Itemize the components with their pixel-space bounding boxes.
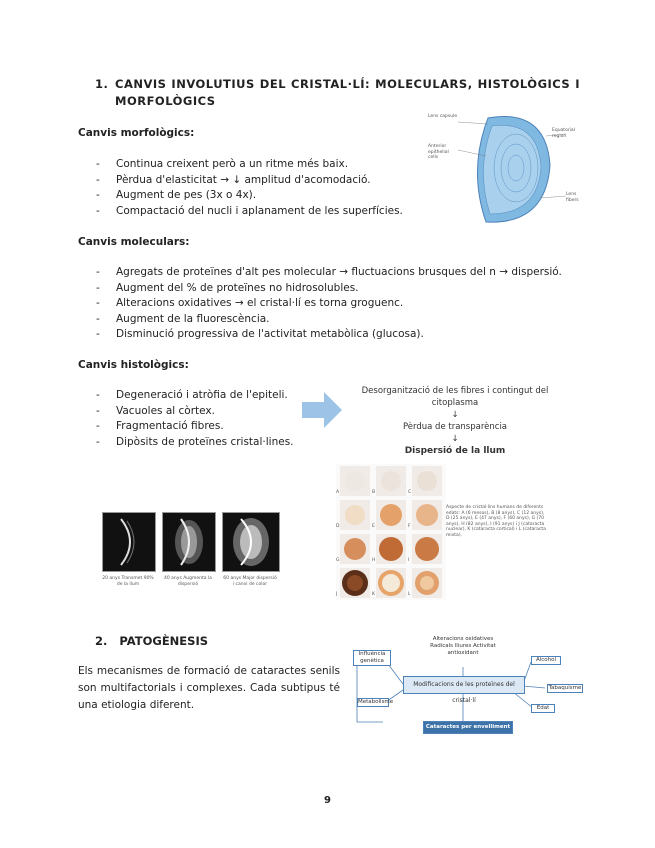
grid-letter: D: [336, 524, 340, 529]
lens-photo-caption: 40 anys Augmenta la dispersió: [164, 576, 212, 587]
flow-line-2: Pèrdua de transparència: [402, 422, 508, 432]
list-item: - Dipòsits de proteïnes cristal·lines.: [96, 435, 294, 451]
grid-letter: B: [372, 490, 376, 495]
morfologics-list: [96, 157, 403, 219]
grid-letter: K: [372, 592, 375, 597]
lens-photo-caption: 60 anys Major dispersió i canvi de color: [223, 576, 277, 587]
section-1-title-line1: CANVIS INVOLUTIUS DEL CRISTAL·LÍ: MOLECULARS, HISTOLÒGICS I: [115, 77, 580, 91]
histologics-heading: Canvis histològics:: [78, 359, 189, 371]
lens-photo: [162, 512, 216, 572]
patho-smoking: Tabaquisme: [548, 685, 582, 691]
lens-photo: [102, 512, 156, 572]
lens-photo-strip: [102, 512, 282, 602]
list-item: - Pèrdua d'elasticitat → ↓ amplitud d'acomodació.: [96, 173, 403, 189]
section-2-number: 2.: [95, 634, 108, 648]
grid-letter: F: [408, 524, 411, 529]
lens-label-epithelium: Anterior epithelial cells: [428, 144, 449, 160]
section-1-heading: [95, 76, 580, 110]
list-item: - Agregats de proteïnes d'alt pes molecular → fluctuacions brusques del n → dispersió.: [96, 265, 562, 281]
grid-letter: J: [336, 592, 338, 597]
grid-letter: A: [336, 490, 340, 495]
page-number: 9: [324, 795, 331, 806]
list-item: - Degeneració i atròfia de l'epiteli.: [96, 388, 294, 404]
grid-letter: G: [336, 558, 340, 563]
patho-age: Edat: [531, 704, 555, 713]
lens-photo: [222, 512, 280, 572]
flow-arrow-down-icon: ↓: [451, 434, 459, 444]
patho-top: Alteracions oxidatives Radicals lliures Activitat antioxidant: [430, 636, 496, 656]
list-item: - Augment de pes (3x o 4x).: [96, 188, 403, 204]
grid-letter: E: [372, 524, 375, 529]
morfologics-heading: Canvis morfològics:: [78, 127, 195, 139]
grid-letter: L: [408, 592, 411, 597]
patho-genetics: Influència genètica: [353, 650, 391, 666]
grid-letter: I: [408, 558, 410, 563]
lens-photo-caption: 20 anys Transmet 90% de la llum: [102, 576, 154, 587]
list-item: - Alteracions oxidatives → el cristal·lí es torna groguenc.: [96, 296, 562, 312]
list-item: - Disminució progressiva de l'activitat metabòlica (glucosa).: [96, 327, 562, 343]
grid-letter: H: [372, 558, 376, 563]
flow-line-3: Dispersió de la llum: [404, 446, 506, 456]
list-item: - Vacuoles al còrtex.: [96, 404, 294, 420]
arrow-right-icon: [302, 392, 342, 432]
moleculars-heading: Canvis moleculars:: [78, 236, 190, 248]
patho-metabolism: Metabolisme: [358, 699, 394, 705]
grid-letter: C: [408, 490, 412, 495]
list-item: - Continua creixent però a un ritme més baix.: [96, 157, 403, 173]
histology-flow: [340, 385, 570, 457]
lens-label-capsule: Lens capsule: [428, 114, 458, 119]
list-item: - Augment del % de proteïnes no hidrosolubles.: [96, 281, 562, 297]
flow-arrow-down-icon: ↓: [451, 410, 459, 420]
lens-age-grid: [336, 464, 446, 600]
lens-label-fibers: Lens fibers: [566, 192, 579, 203]
section-1-number: 1.: [95, 77, 109, 91]
patho-bottom: Cataractes per envelliment: [423, 721, 513, 734]
lens-label-equatorial: Equatorial region: [552, 128, 575, 139]
lens-anatomy-diagram: [428, 110, 588, 230]
section-2-title: PATOGÈNESIS: [119, 634, 209, 648]
list-item: - Compactació del nucli i aplanament de les superfícies.: [96, 204, 403, 220]
section-2-paragraph: Els mecanismes de formació de cataractes senils son multifactorials i complexes. Cada subtipus té una etiologia diferent.: [78, 665, 340, 711]
patho-alcohol: Alcohol: [531, 656, 561, 665]
list-item: - Fragmentació fibres.: [96, 419, 294, 435]
section-2-heading: [95, 634, 208, 648]
list-item: - Augment de la fluorescència.: [96, 312, 562, 328]
patho-center: Modificacions de les proteïnes del cristal·lí: [403, 676, 525, 694]
section-1-title-line2: MORFOLÒGICS: [115, 94, 216, 108]
flow-line-1: Desorganització de les fibres i contingut del citoplasma: [361, 386, 549, 408]
lens-grid-caption: Aspecte de cristal·lins humans de diferents edats: A (6 mesos), B (8 anys), C (12 anys), D (25 anys), E (47 anys), F (60 anys), G (70 anys), H (82 anys), I (91 anys) i J (cataracta nuclear), K (cataracta cortical) i L (cataracta mixta).: [446, 505, 546, 538]
moleculars-list: [96, 265, 562, 343]
pathogenesis-diagram: [343, 632, 583, 742]
histologics-list: [96, 388, 294, 450]
